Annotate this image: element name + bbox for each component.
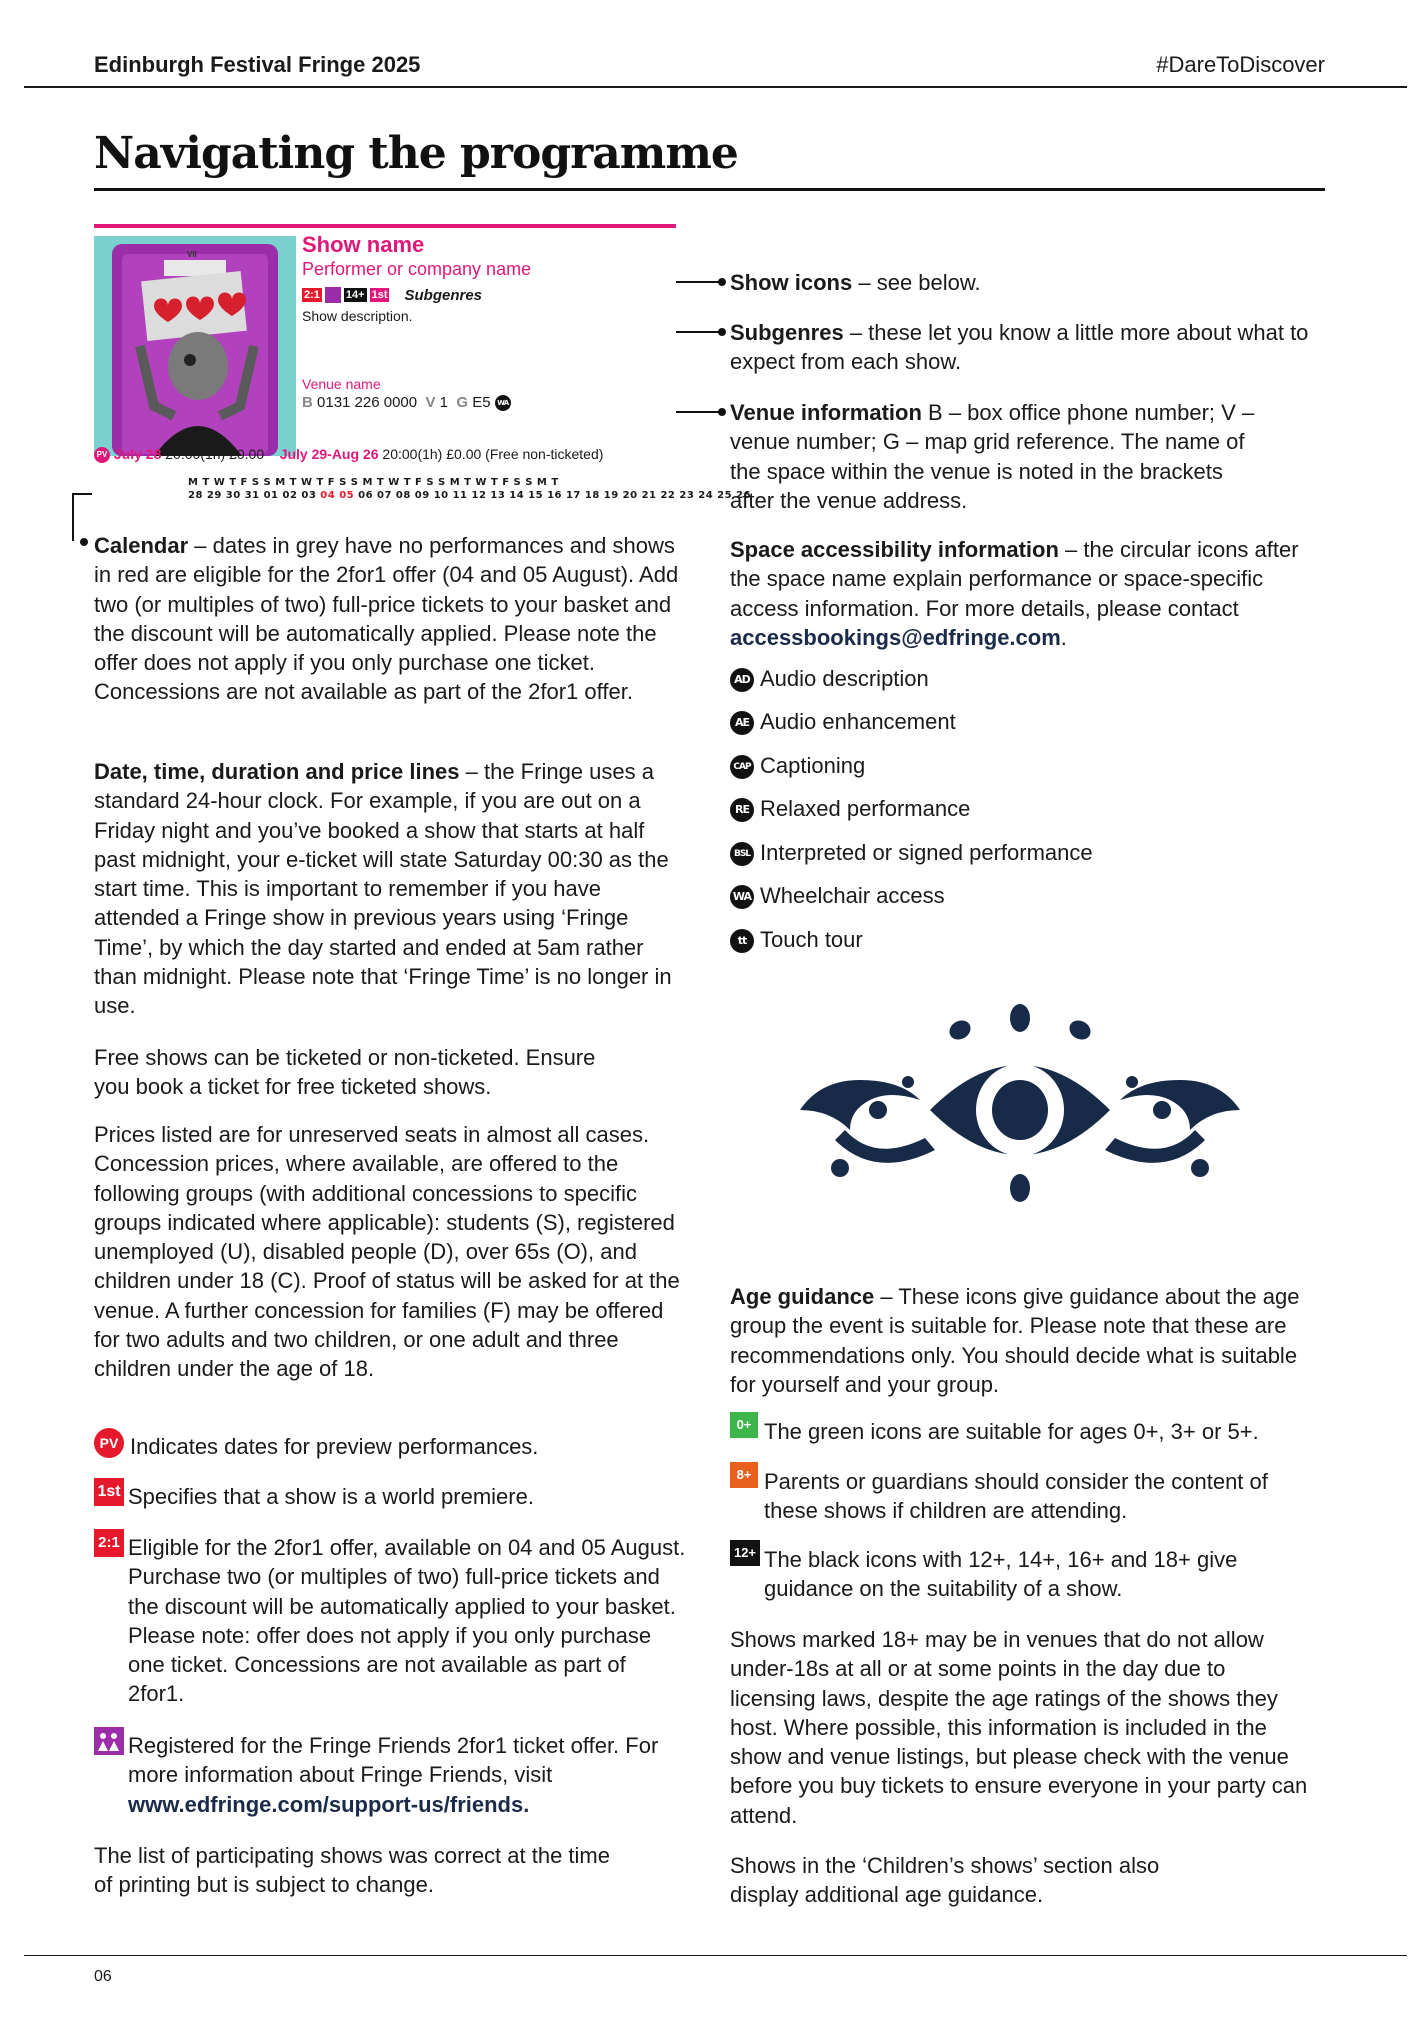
age-green-icon: 0+ — [730, 1412, 758, 1438]
prices-paragraph: Prices listed are for unreserved seats in almost all cases. Concession prices, where available, are offered to the following groups (with additional concessions to specific groups indicated where applicable): students (S), registered unemployed (U), disabled people (D), over 65s (O), and children under 18 (C). Proof of status will be asked for at the venue. A further concession for families (F) may be offered for two adults and two children, or one adult and three children under the age of 18. — [94, 1122, 680, 1382]
free-shows-paragraph: Free shows can be ticketed or non-ticketed. Ensure you book a ticket for free ticketed shows. — [94, 1045, 596, 1100]
friends-figures-icon — [94, 1727, 124, 1755]
calendar-dates: 28 29 30 31 01 02 03 04 05 06 07 08 09 10 11 12 13 14 15 16 17 18 19 20 21 22 23 24 25 26 — [188, 490, 751, 501]
access-audio-description: AD Audio description — [730, 664, 929, 693]
publication-title: Edinburgh Festival Fringe 2025 — [94, 52, 421, 77]
twoforone-text: Eligible for the 2for1 offer, available on 04 and 05 August. Purchase two (or multiples of two) full-price tickets and the discount will be automatically applied to your basket. Please note: offer does not apply if you only purchase one ticket. Concessions are not available as part of 2for1. — [128, 1535, 686, 1707]
sample-show-name: Show name — [302, 232, 425, 257]
age-green-text: The green icons are suitable for ages 0+, 3+ or 5+. — [764, 1419, 1259, 1444]
age-black-text: The black icons with 12+, 14+, 16+ and 18+ give guidance on the suitability of a show. — [764, 1547, 1238, 1602]
page-title: Navigating the programme — [94, 128, 738, 179]
age-black-icon: 12+ — [730, 1540, 760, 1566]
sample-description: Show description. — [302, 308, 413, 324]
twoforone-icon: 2:1 — [94, 1529, 124, 1557]
page-number: 06 — [94, 1968, 112, 1985]
access-touch-tour: tt Touch tour — [730, 925, 863, 954]
sample-performer: Performer or company name — [302, 259, 532, 279]
venue-pointer — [676, 411, 724, 413]
fringe-friends-link[interactable]: www.edfringe.com/support-us/friends. — [128, 1791, 530, 1817]
title-rule — [94, 188, 1325, 191]
calendar-pointer-dot — [80, 538, 88, 546]
relaxed-performance-icon: RE — [730, 798, 754, 822]
decorative-eye-illustration — [780, 1000, 1260, 1210]
audio-description-icon: AD — [730, 668, 754, 692]
tarot-card-illustration — [94, 236, 296, 456]
preview-icon: PV — [94, 1428, 124, 1458]
access-relaxed: RE Relaxed performance — [730, 794, 970, 823]
sample-date-line: PV July 28 20:00(1h) £0.00 July 29-Aug 26 20:00(1h) £0.00 (Free non-ticketed) — [94, 446, 603, 463]
access-wheelchair: WA Wheelchair access — [730, 881, 945, 910]
sample-top-rule — [94, 224, 676, 228]
date-time-paragraph: Date, time, duration and price lines – the Fringe uses a standard 24-hour clock. For example, if you are out on a Friday night and you’ve booked a show that starts at half past midnight, your e-ticket will state Saturday 00:30 as the start time. This is important to remember if you have attended a Fringe show in previous years using ‘Fringe Time’, by which the day started and ended at 5am rather than midnight. Please note that ‘Fringe Time’ is no longer in use. — [94, 759, 672, 1019]
captioning-icon: CAP — [730, 755, 754, 779]
age-orange-text: Parents or guardians should consider the content of these shows if children are attending. — [764, 1469, 1268, 1524]
friends-badge — [325, 287, 341, 303]
age-badge: 14+ — [345, 289, 365, 301]
sample-badges — [302, 286, 482, 304]
show-icons-pointer-dot — [718, 278, 726, 286]
access-signed: BSL Interpreted or signed performance — [730, 838, 1093, 867]
sample-venue-info: B 0131 226 0000 V 1 G E5 WA — [302, 394, 517, 411]
sample-venue-name: Venue name — [302, 376, 381, 392]
sample-subgenres: Subgenres — [404, 286, 483, 304]
show-icons-pointer — [676, 281, 724, 283]
calendar-pointer-line — [72, 493, 74, 541]
childrens-shows-paragraph: Shows in the ‘Children’s shows’ section also display additional age guidance. — [730, 1853, 1160, 1908]
eighteen-plus-paragraph: Shows marked 18+ may be in venues that do not allow under-18s at all or at some points in the day due to licensing laws, despite the age ratings of the shows they host. Where possible, this information is included in the show and venue listings, but please check with the venue before you buy tickets to ensure everyone in your party can attend. — [730, 1627, 1308, 1828]
card-numeral: VII — [187, 250, 197, 259]
preview-icon: PV — [94, 447, 110, 463]
sample-listing — [94, 224, 751, 504]
space-access-paragraph: Space accessibility information – the circular icons after the space name explain performance or space-specific access information. For more details, please contact accessbookings@edfringe.com. — [730, 537, 1299, 650]
footer-rule — [24, 1955, 1407, 1956]
calendar-paragraph: Calendar – dates in grey have no performances and shows in red are eligible for the 2for1 offer (04 and 05 August). Add two (or multiples of two) full-price tickets to your basket and the discount will be automatically applied. Please note the offer does not apply if you only purchase one ticket. Concessions are not available as part of the 2for1 offer. — [94, 533, 679, 705]
premiere-badge: 1st — [371, 289, 388, 301]
show-image — [94, 236, 296, 456]
access-captioning: CAP Captioning — [730, 751, 865, 780]
access-audio-enhancement: AE Audio enhancement — [730, 707, 956, 736]
header-rule — [24, 86, 1407, 88]
show-icons-paragraph: Show icons – see below. — [730, 270, 981, 295]
premiere-text: Specifies that a show is a world premiere. — [128, 1484, 534, 1509]
wheelchair-icon: WA — [495, 395, 511, 411]
bsl-icon: BSL — [730, 842, 754, 866]
twoforone-badge: 2:1 — [304, 289, 320, 301]
wheelchair-icon: WA — [730, 885, 754, 909]
calendar-days: M T W T F S S M T W T F S S M T W T F S S M T W T F S S M T — [188, 477, 559, 488]
fringe-friends-icon — [94, 1727, 124, 1755]
venue-info-paragraph: Venue information B – box office phone number; V – venue number; G – map grid reference. The name of the space within the venue is noted in the brackets after the venue address. — [730, 400, 1255, 513]
fringe-friends-text: Registered for the Fringe Friends 2for1 ticket offer. For more information about Fringe Friends, visit www.edfringe.com/support-us/friends. — [128, 1733, 659, 1817]
age-guidance-paragraph: Age guidance – These icons give guidance about the age group the event is suitable for. Please note that these are recommendations only. You should decide what is suitable for yourself and your group. — [730, 1284, 1300, 1397]
venue-pointer-dot — [718, 408, 726, 416]
preview-text: Indicates dates for preview performances. — [130, 1434, 539, 1459]
subgenres-paragraph: Subgenres – these let you know a little more about what to expect from each show. — [730, 320, 1309, 375]
calendar-pointer-top — [72, 493, 92, 495]
access-email-link[interactable]: accessbookings@edfringe.com — [730, 624, 1061, 650]
age-orange-icon: 8+ — [730, 1462, 758, 1488]
subgenres-pointer — [676, 331, 724, 333]
hashtag: #DareToDiscover — [1156, 52, 1325, 77]
subgenres-pointer-dot — [718, 328, 726, 336]
touch-tour-icon: tt — [730, 929, 754, 953]
premiere-icon: 1st — [94, 1478, 124, 1506]
audio-enhancement-icon: AE — [730, 711, 754, 735]
participating-note: The list of participating shows was correct at the time of printing but is subject to change. — [94, 1843, 610, 1898]
